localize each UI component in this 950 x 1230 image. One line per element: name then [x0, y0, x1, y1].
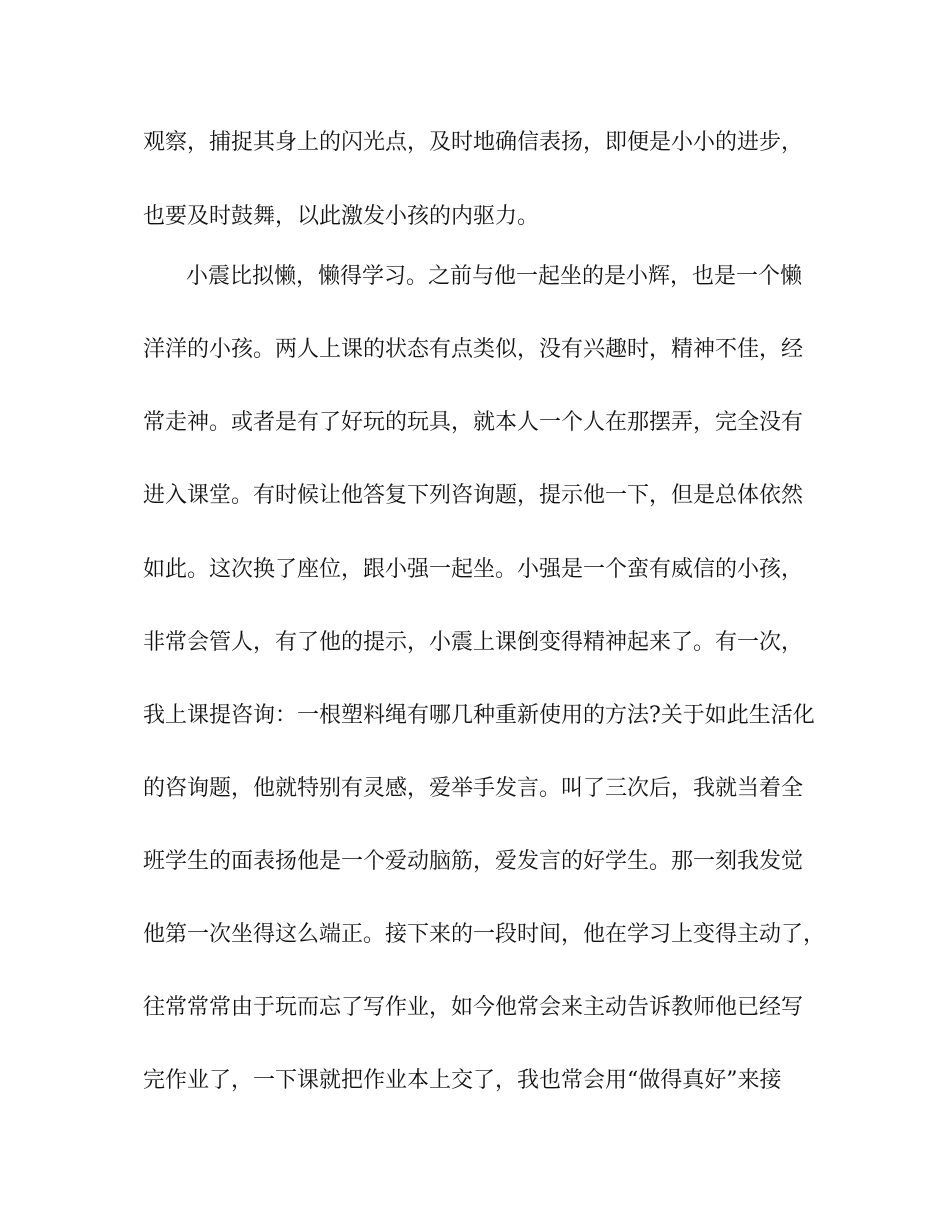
text-line-9: 我上课提咨询：一根塑料绳有哪几种重新使用的方法?关于如此生活化 [143, 703, 815, 728]
text-line-6: 进入课堂。有时候让他答复下列咨询题，提示他一下，但是总体依然 [143, 483, 804, 508]
text-line-13: 往常常常由于玩而忘了写作业，如今他常会来主动告诉教师他已经写 [143, 995, 804, 1020]
text-line-4: 洋洋的小孩。两人上课的状态有点类似，没有兴趣时，精神不佳，经 [143, 337, 804, 362]
text-line-10: 的咨询题，他就特别有灵感，爱举手发言。叫了三次后，我就当着全 [143, 776, 804, 801]
text-line-5: 常走神。或者是有了好玩的玩具，就本人一个人在那摆弄，完全没有 [143, 410, 804, 435]
paragraph-first-line: 小震比拟懒，懒得学习。之前与他一起坐的是小辉，也是一个懒 [186, 264, 803, 289]
text-line-11: 班学生的面表扬他是一个爱动脑筋，爱发言的好学生。那一刻我发觉 [143, 849, 804, 874]
text-line-8: 非常会管人，有了他的提示，小震上课倒变得精神起来了。有一次， [143, 630, 804, 655]
text-line-7: 如此。这次换了座位，跟小强一起坐。小强是一个蛮有威信的小孩， [143, 557, 804, 582]
text-line-14: 完作业了，一下课就把作业本上交了，我也常会用“做得真好”来接 [143, 1068, 782, 1093]
text-line-2: 也要及时鼓舞，以此激发小孩的内驱力。 [143, 204, 540, 229]
text-line-1: 观察，捕捉其身上的闪光点，及时地确信表扬，即便是小小的进步， [143, 130, 804, 155]
text-line-12: 他第一次坐得这么端正。接下来的一段时间，他在学习上变得主动了， [143, 922, 826, 947]
